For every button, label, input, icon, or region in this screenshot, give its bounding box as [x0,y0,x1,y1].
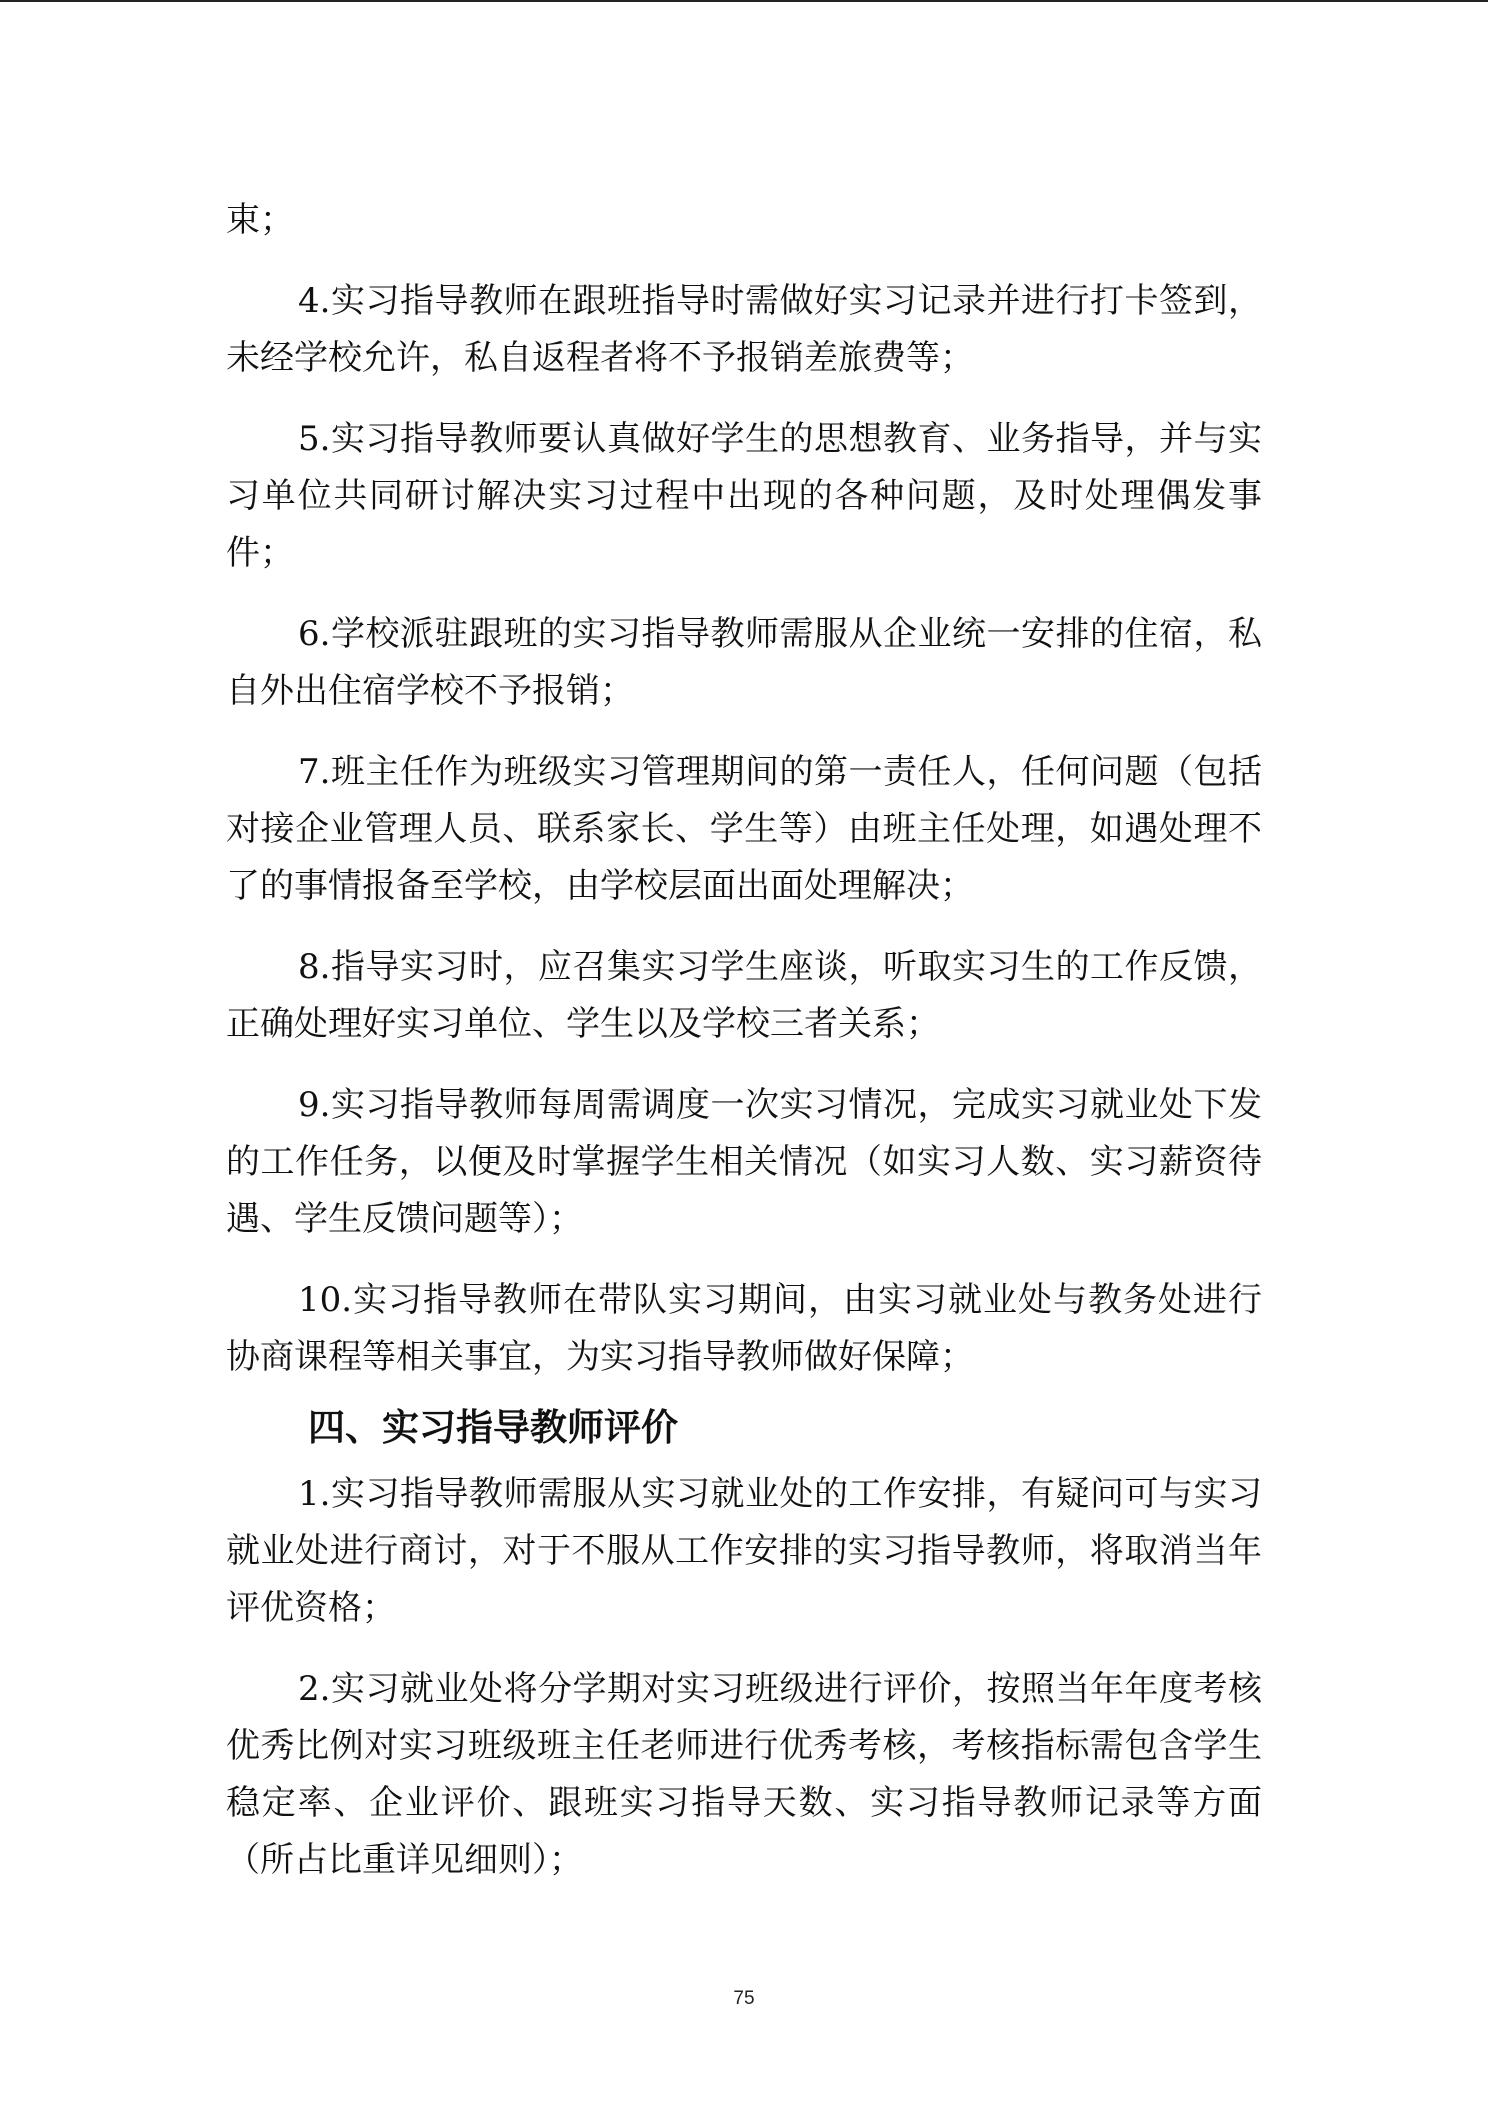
page-number: 75 [733,1988,755,2009]
item-4-paragraph: 4.实习指导教师在跟班指导时需做好实习记录并进行打卡签到，未经学校允许，私自返程者将不予报销差旅费等； [226,281,1262,378]
section-heading: 四、实习指导教师评价 [308,1406,678,1449]
item-10-paragraph: 10.实习指导教师在带队实习期间，由实习就业处与教务处进行协商课程等相关事宜，为实习指导教师做好保障； [226,1280,1262,1377]
evaluation-item-1-paragraph: 1.实习指导教师需服从实习就业处的工作安排，有疑问可与实习就业处进行商讨，对于不服从工作安排的实习指导教师，将取消当年评优资格； [226,1474,1262,1628]
item-7-paragraph: 7.班主任作为班级实习管理期间的第一责任人，任何问题（包括对接企业管理人员、联系家长、学生等）由班主任处理，如遇处理不了的事情报备至学校，由学校层面出面处理解决； [226,752,1262,906]
page-body [226,192,1262,1889]
item-9-paragraph: 9.实习指导教师每周需调度一次实习情况，完成实习就业处下发的工作任务，以便及时掌握学生相关情况（如实习人数、实习薪资待遇、学生反馈问题等）； [226,1085,1262,1239]
item-5-paragraph: 5.实习指导教师要认真做好学生的思想教育、业务指导，并与实习单位共同研讨解决实习过程中出现的各种问题，及时处理偶发事件； [226,419,1262,573]
item-8-paragraph: 8.指导实习时，应召集实习学生座谈，听取实习生的工作反馈，正确处理好实习单位、学生以及学校三者关系； [226,947,1262,1044]
item-6-paragraph: 6.学校派驻跟班的实习指导教师需服从企业统一安排的住宿，私自外出住宿学校不予报销； [226,614,1262,711]
continuation-line: 束； [226,200,294,240]
evaluation-item-2-paragraph: 2.实习就业处将分学期对实习班级进行评价，按照当年年度考核优秀比例对实习班级班主任老师进行优秀考核，考核指标需包含学生稳定率、企业评价、跟班实习指导天数、实习指导教师记录等方面（所占比重详见细则）； [226,1669,1262,1880]
